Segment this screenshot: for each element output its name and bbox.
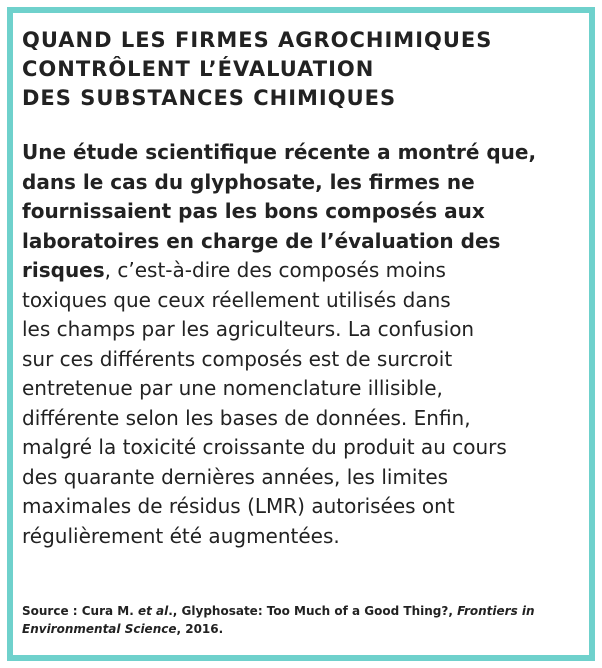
body-line: les champs par les agriculteurs. La confusion	[22, 317, 475, 341]
source-year: , 2016.	[176, 622, 224, 636]
body-line: sur ces différents composés est de surcroit	[22, 346, 453, 371]
body-line: maximales de résidus (LMR) autorisées ont	[22, 494, 455, 518]
body-text: , c’est-à-dire des composés moins	[104, 258, 446, 282]
body-line: toxiques que ceux réellement utilisés dans	[22, 287, 451, 312]
body-line: des quarante dernières années, les limites	[22, 464, 449, 489]
source-title: ., Glyphosate: Too Much of a Good Thing?,	[168, 604, 458, 618]
body-paragraph	[22, 138, 582, 551]
source-etal: et al	[137, 604, 169, 618]
source-prefix: Source : Cura M.	[22, 604, 138, 618]
heading-line: DES SUBSTANCES CHIMIQUES	[22, 86, 397, 110]
bold-text: Une étude scientifique récente a montré que,	[22, 140, 537, 164]
heading-line: QUAND LES FIRMES AGROCHIMIQUES	[22, 28, 493, 52]
bold-text: laboratoires en charge de l’évaluation des	[22, 228, 501, 253]
body-line: entretenue par une nomenclature illisible,	[22, 376, 443, 400]
body-line: régulièrement été augmentées.	[22, 523, 340, 548]
bold-text: risques	[22, 258, 105, 282]
source-journal: Environmental Science	[22, 622, 177, 636]
box-heading	[22, 26, 562, 113]
bold-text: fournissaient pas les bons composés aux	[22, 199, 485, 223]
body-line: différente selon les bases de données. Enfin,	[22, 405, 471, 430]
source-journal: Frontiers in	[457, 604, 535, 618]
heading-line: CONTRÔLENT L’ÉVALUATION	[22, 57, 375, 81]
bold-text: dans le cas du glyphosate, les firmes ne	[22, 169, 475, 194]
body-line: malgré la toxicité croissante du produit au cours	[22, 435, 507, 459]
source-citation	[22, 602, 587, 638]
